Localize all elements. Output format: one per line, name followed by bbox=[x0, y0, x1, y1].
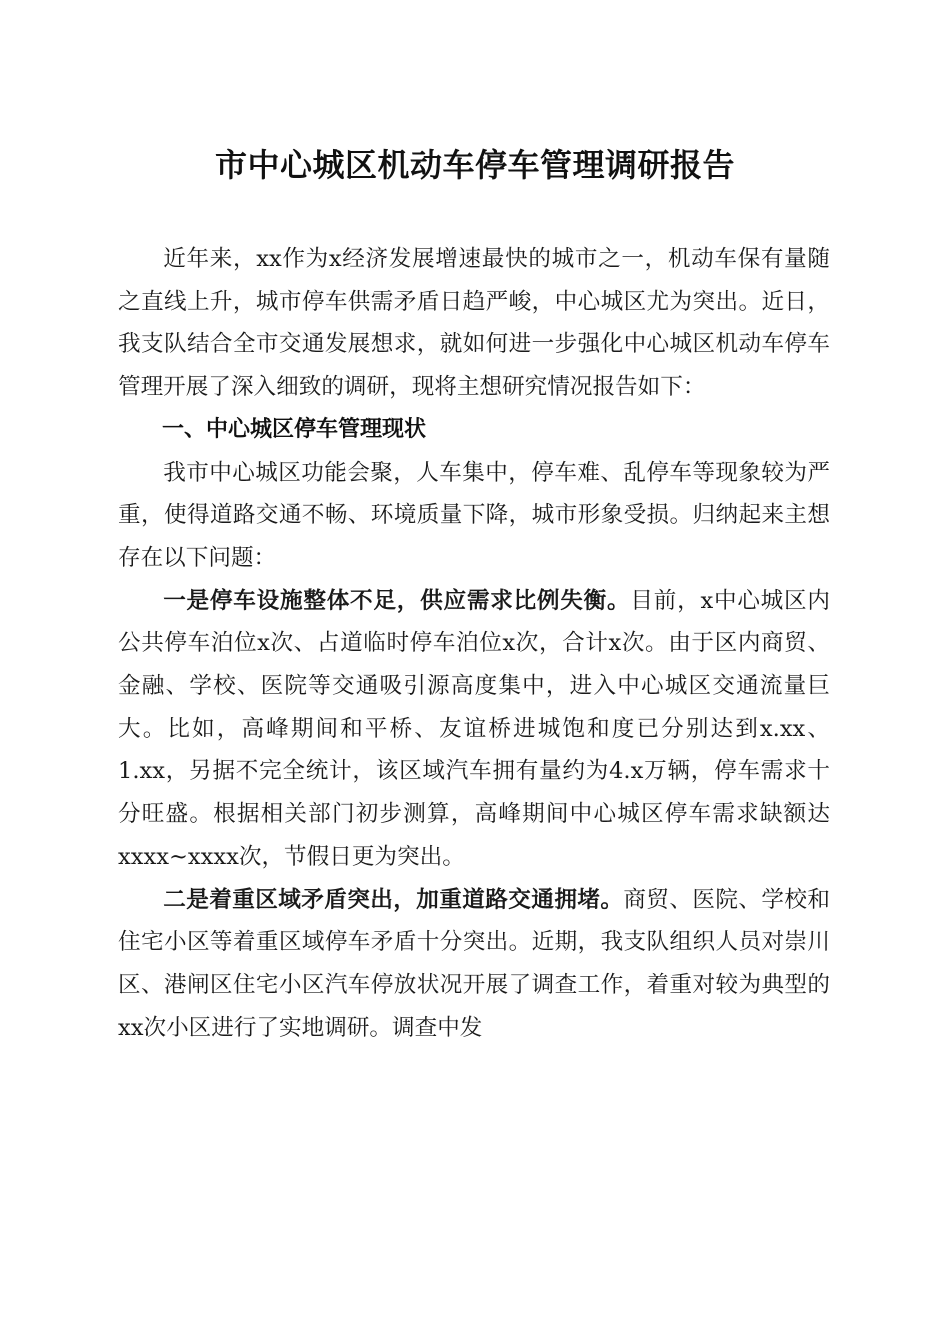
problem-body-1: 目前，x中心城区内公共停车泊位x次、占道临时停车泊位x次，合计x次。由于区内商贸、金融、学校、医院等交通吸引源高度集中，进入中心城区交通流量巨大。比如，高峰期间和平桥、友谊桥进城饱和度已分别达到x.xx、1.xx，另据不完全统计，该区域汽车拥有量约为4.x万辆，停车需求十分旺盛。根据相关部门初步测算，高峰期间中心城区停车需求缺额达xxxx~xxxx次，节假日更为突出。 bbox=[118, 587, 830, 870]
problem-paragraph-2 bbox=[118, 879, 830, 1050]
document-title: 市中心城区机动车停车管理调研报告 bbox=[214, 146, 735, 184]
document-body bbox=[118, 238, 830, 1049]
section-paragraph-1: 我市中心城区功能会聚，人车集中，停车难、乱停车等现象较为严重，使得道路交通不畅、环境质量下降，城市形象受损。归纳起来主想存在以下问题： bbox=[118, 459, 830, 571]
section-heading-1: 一、中心城区停车管理现状 bbox=[162, 416, 427, 442]
problem-lead-2: 二是着重区域矛盾突出，加重道路交通拥堵。 bbox=[163, 886, 624, 913]
problem-body-2: 商贸、医院、学校和住宅小区等着重区域停车矛盾十分突出。近期，我支队组织人员对崇川区、港闸区住宅小区汽车停放状况开展了调查工作，着重对较为典型的xx次小区进行了实地调研。调查中发 bbox=[118, 886, 830, 1041]
problem-lead-1: 一是停车设施整体不足，供应需求比例失衡。 bbox=[163, 587, 631, 614]
problem-paragraph-1 bbox=[118, 580, 830, 879]
intro-paragraph: 近年来，xx作为x经济发展增速最快的城市之一，机动车保有量随之直线上升，城市停车供需矛盾日趋严峻，中心城区尤为突出。近日，我支队结合全市交通发展想求，就如何进一步强化中心城区机动车停车管理开展了深入细致的调研，现将主想研究情况报告如下： bbox=[118, 246, 830, 401]
